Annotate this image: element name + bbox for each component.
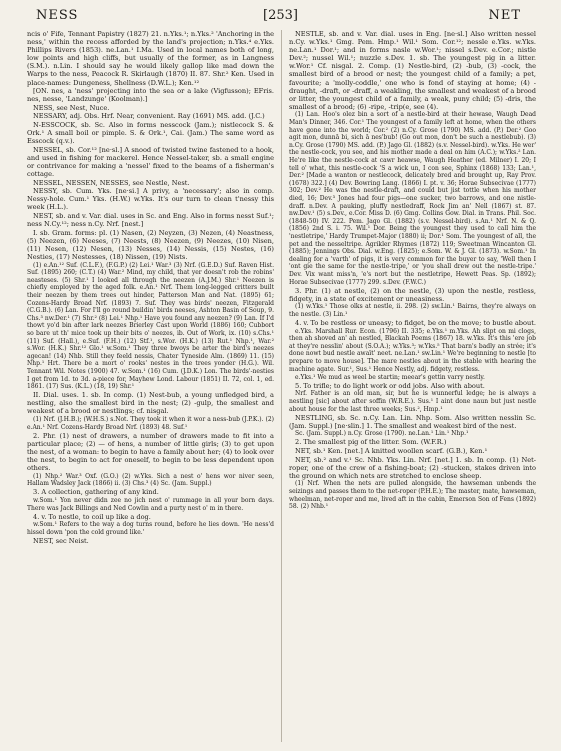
entry-paragraph: NET, sb.² and v.¹ Sc. Nhb. Yks. Lin. Nrf. [net.] 1. sb. In comp. (1) Net-roper, one of the crew of a fishing-boat; (2) -stucken, stakes driven into the ground on which nets are stretched to enclose sheep. (289, 455, 536, 480)
citation-paragraph: e.Yks. Marshall Rur. Econ. (1796) II. 335; e.Yks.¹ m.Yks. Ah slipt on mi clogs, then ah shoved an' ah nestled, Blackah Poems (1867) 18. w.Yks. It's this 'ere job at they're nesslin' about (S.O.A.); w.Yks.³; w.Yks.⁵ That barn's badly an strée; it's done nowt bud nestle awaït' neet. ne.Lan.¹ sw.Lin.¹ We're beginning to nestle [to prepare to move house]. The mare nestles about in the stable with hearing the machine agate. Sur.¹, Sus.¹ Hence Nestly, adj. fidgety, restless. (289, 327, 536, 373)
page-header (0, 8, 561, 26)
running-head-left: NESS (36, 8, 79, 23)
citation-paragraph: (1) w.Yks.¹ Those olks at nestle, ii. 298. (2) sw.Lin.¹ Bairns, they're always on the nestle. (3) Lin.¹ (289, 303, 536, 318)
citation-paragraph: e.Yks.¹ We mud as weel be startin; meear's gettin varry nestly. (295, 373, 485, 381)
right-column (289, 30, 536, 745)
citation-paragraph: Nrf. Father is an old man, sir, but he is wunnerful ledge; he is always a nestling [sic] about after soffin (W.R.E.). Sus.¹ I aint done naun but just nestle about house for the last three weeks; Sus.², Hmp.¹ (289, 390, 536, 413)
entry-paragraph: NESSEL, sb. Cor.¹² [ne·sl.] A snood of twisted twine fastened to a hook, and used in fishing for mackerel. Hence Nessel-taker, sb. a small engine or contrivance for making a 'nessel' fixed to the beams of a fisherman's cottage. (27, 145, 274, 179)
citation-paragraph: (1) e.An.¹² Suf. (C.L.F.), (F.G.P.) (2) Lei.¹ War.³ (3) Nrf. (G.E.D.) Suf. Raven Hist. Suf. (1895) 260; (C.T.) (4) War.² Mind, my child, that yer doesn't rob the robins' neasteses. (5) Shr.¹ I looked all through the neezen (A.J.M.) Shr.¹ Neezen is chiefly employed by the aged folk. e.An.¹ Nrf. Them long-legged critters built their neezen by them trees out hinder, Patterson Man and Nat. (1895) 61; Cozens-Hardy Broad Nrf. (1893) 7. Suf. They was birds' neezen, Fitzgerald (C.G.B.). (6) Lan. For I'll go round buildin' birds neeses, Ashton Basin of Soup, 9. Chs.³ nw.Der.¹ (7) Shr.² (8) Lei.¹ Nhp.¹ Have you found any neezen? (9) Lan. If I'd thowt yo'd bin after lark neezes Brierley Cast upon World (1886) 160; Cubbort so bare ut th' mice took up their bits o' neezes, ib. Out of Work, ix. (10) s.Chs.¹ (11) Suf. (Hall.), e.Suf. (F.H.) (12) Stf.¹, s.Wor. (H.K.) (13) Rut.¹ Nhp.¹, War.² s.Wor. (H.K.) Shr.¹² Glo.¹ w.Som.¹ They three bwoys be arter the bird's neezes agecan! (14) Nhb. Still they feeld nessis, Chater Tyneside Alm. (1869) 11. (15) Nhp.¹ Hrt. There be a mort o' rooks' nestes in the trees yonder (H.G.). Wil. Tennant Wil. Notes (1900) 47. w.Som.¹ (16) Cum. (J.D.K.) Lon. The birds'-nesties I get from 1d. to 3d. a-piece for, Mayhew Lond. Labour (1851) II. 72, col. 1, ed. 1861. (17) Sus. (K.L.) (18, 19) Shr.¹ (27, 261, 274, 391)
entry-paragraph: NESSY, sb. Cum. Yks. [ne·si.] A privy, a 'necessary'; also in comp. Nessy-hole. Cum.¹ Yks. (H.W.) w.Yks. It's our turn to clean t'nessy this week (H.L.). (27, 187, 274, 212)
citation-paragraph: (1) Nrf. (J.H.B.); (W.H.S.) s.Not. They took it when it wor a ness-bub (J.P.K.). (2) e.An.¹ Nrf. Cozens-Hardy Broad Nrf. (1893) 48. Suf.¹ (27, 416, 274, 431)
citation-paragraph: (1) Lan. Hoo's olez bin a sort of a nestle-bird at their hewase, Waugh Dead Man's Dinner, 346. Cor.¹ The youngest of a family left at home, when the others have gone into the world; Cor.² (2) n.Cy. Grose (1790) MS. add. (P.) Der.² Goo agit mon, dunnā bi, sich ā nes'bub! (Go out mon, don't be such a nestlebub). (3) n.Cy. Grose (1790) MS. add. (P.) Jago Gl. (1882) (s.v. Nessel-bird). w.Yks. He wer' the nestle-cock, you see, and his mother made a deal on him (A.C.); w.Yks.² Lan. He're like the nestle-cock at cawr heawse, Waugh Heather (ed. Milner) I. 20; I tell o' what, this nestle-cock 'S a wick un, I con see, Sphinx (1868) 133; Lan.¹, Der.² [Made a wanton or nestlecock, delicately bred and brought up, Ray Prov. (1678) 322.] (4) Dev. Bowring Lang. (1866) I. pt. v. 36; Horae Subsecivae (1777) 302; Dev.² He was the nestle-draft, and could but jist tottle when his mother died, 16; Dev.³ Jones had four pigs—one sucker, two barrows, and one nistle-draff. n.Dev. A pauking, pluffy nestledraff, Rock Jim an' Nell (1867) st. 87. nw.Dev.¹ (5) s.Dev., e.Cor. Miss D. (6) Gmg. Collins Gow. Dial. in Trans. Phil. Soc. (1848-50) IV. 222. Pem. Jago Gl. (1882) (s.v. Nessel-bird). s.An.¹ Nrf. N. & Q. (1856) 2nd S. i. 75. Wil.¹ Dor. Being the youngest they used to call him the 'nestletripe,' Hardy Trumpet-Major (1880) ii; Dor.¹ Som. The youngest of all, the pet and the nesseltripe. Agrikler Rhymes (1872) 119; Sweetman Wincanton Gl. (1885); Jennings Obs. Dial. w.Eng. (1825); e.Som. W. & J. Gl. (1873). w.Som.¹ In dealing for a 'varth' of pigs, it is very common for the buyer to say, 'Well then I 'ont gie the same for the nestle-tripe,' or 'you shall drew out the nestle-tripe.' Dev. Vix want miss'n, 'e's nort but the nestletripe, Hewett Peas. Sp. (1892); Horae Subsecivae (1777) 299. s.Dev. (F.W.C.) (289, 111, 536, 286)
entry-paragraph: 4. v. To nestle, to coil up like a dog. (33, 512, 151, 521)
entry-paragraph: NET, sb.¹ Ken. [net.] A knitted woollen scarf. (G.B.), Ken.¹ (295, 446, 488, 455)
entry-paragraph: 4. v. To be restless or uneasy; to fidget, be on the move; to bustle about. (295, 318, 536, 327)
entry-paragraph: 2. Phr. (1) nest of drawers, a number of drawers made to fit into a particular place; (2) — of hens, a number of little girls; (3) to get upon the nest, of a woman: to begin to have a family about her; (4) to look over the nest, to begin to act for oneself, to begin to be less dependent upon others. (27, 431, 274, 473)
citation-paragraph: (1) Nrf. When the nets are pulled alongside, the hawseman unbends the seizings and passes them to the net-roper (P.H.E.); The master, mate, hawseman, wheelman, net-roper and me, lived aft in the cabin, Emerson Son of Fens (1892) 58. (2) Nhb.¹ (289, 480, 536, 511)
entry-paragraph: ncis o' Fife, Tennant Papistry (1827) 21. n.Yks.¹; n.Yks.² 'Anchoring in the ness,' within the recess afforded by the land's projection; n.Yks.⁴ e.Yks. Phillips Rivers (1853). ne.Lan.¹ I.Ma. Used in local names both of long, low points and high cliffs, but usually of the former, as in Langness (S.M.). n.Lin. I should say he would likely gallop like mad down the Warps to the ness, Peacock R. Skirlaugh (1870) II. 87. Shr.² Ken. Used in place-names: Dungeness, Shellness (D.W.L.); Ken.¹² (27, 30, 274, 87)
running-head-right: NET (488, 8, 521, 23)
citation-paragraph: w.Som.¹ Yon never didn zee no jich nest o' rummage in all your born days. There was Jack Billings and Ned Cowlin and a purty nest o' m in there. (27, 496, 274, 512)
entry-paragraph: 5. To trifle; to do light work or odd jobs. Also with about. (295, 381, 485, 390)
citation-paragraph: w.Som.¹ Refers to the way a dog turns round, before he lies down. 'He ness'd hissel down 'pon the cold ground like.' (27, 521, 274, 536)
entry-paragraph: I. sb. Gram. forms: pl. (1) Nasen, (2) Neyzen, (3) Nezen, (4) Neastness, (5) Neezen, (6) Neeses, (7) Neests, (8) Neezen, (9) Neezes, (10) Nisen, (11) Nesen, (12) Nesen, (13) Nesses, (14) Nessis, (15) Nestes, (16) Nesties, (17) Nestesses, (18) Nissen, (19) Nists. (27, 228, 274, 262)
entry-paragraph: NEST, sec Neist. (33, 536, 89, 545)
entry-paragraph: 3. Phr. (1) at nestle, (2) on the nestle, (3) upon the nestle, restless, fidgety, in a state of excitement or uneasiness. (289, 286, 536, 303)
entry-paragraph: 2. The smallest pig of the litter. Som. (W.F.R.) (295, 438, 447, 447)
entry-paragraph: NEST, sb. and v. Var. dial. uses in Sc. and Eng. Also in forms nesst Suf.¹; ness N.Cy.¹²; ness n.Cy. Nrf. [nest.] (27, 212, 274, 229)
citation-paragraph: Sc. (Jam. Suppl.) n.Cy. Grose (1790). ne.Lan.¹ Lin.¹ Nhp.¹ (295, 430, 469, 438)
entry-paragraph: 3. A collection, gathering of any kind. (33, 488, 159, 497)
entry-paragraph: [ON. nes, a 'ness' projecting into the sea or a lake (Vigfusson); EFris. nes, nesse, 'Landzunge' (Koolman).] (27, 87, 274, 104)
entry-paragraph: NESS, see Nest, Nuce. (33, 103, 110, 112)
page-number: [253] (263, 8, 298, 23)
citation-paragraph: (1) Nhp.² War.³ Oxf. (G.O.) (2) w.Yks. Sich a nest o' hens wor niver seen, Hallam Wadsley Jack (1866) ii. (3) Chs.³ (4) Sc. (Jam. Suppl.) (27, 472, 274, 488)
entry-paragraph: NESTLING, sb. Sc. n.Cy. Lan. Lin. Nhp. Som. Also written nesslin Sc. (Jam. Suppl.) [ne·slin.] 1. The smallest and weakest bird of the nest. (289, 413, 536, 430)
entry-paragraph: N-ESSCOCK, sb. Sc. Also in forms nesscock (Jam.); nistlecock S. & Ork.¹ A small boil or pimple. S. & Ork.¹, Cai. (Jam.) The same word as Esscock (q.v.). (27, 121, 274, 146)
column-divider (281, 30, 282, 742)
entry-paragraph: NESTLE, sb. and v. Var. dial. uses in Eng. [ne·sl.] Also written nessel n.Cy. w.Yks.¹ Gmg. Pem. Hmp.¹ Wil.¹ Som. Cor.¹²; nessle e.Yks. w.Yks. ne.Lan.¹ Dor.¹; and in forms nasle w.Wor.¹; nissel s.Dev. e.Cor.; nistle Dev.²; nussel Wil.¹; nuzzle s.Dev. 1. sb. The youngest pig in a litter. w.Wor.¹ Cf. nisgal. 2. Comp. (1) Nestle-bird, (2) -bub, (3) -cock, the smallest bird of a brood or nest; the youngest child of a family; a pet, favourite; a 'molly-coddle,' one who is fond of staying at home; (4) -draught, -draft, or -draff, a weakling, the smallest and weakest of a brood or litter, the youngest child of a family, a weak, puny child; (5) -dris, the smallest of a brood; (6) -ripe, -trip(e, see (4). (289, 30, 536, 111)
entry-paragraph: II. Dial. uses. 1. sb. In comp. (1) Nest-bub, a young unfledged bird, a nestling, also the smallest bird in the nest; (2) -gulp, the smallest and weakest of a brood or nestlings; cf. nisgal. (27, 391, 274, 416)
entry-paragraph: NESSEL, NESSEN, NESSES, see Nestle, Nest. (33, 178, 190, 187)
left-column (27, 30, 274, 745)
entry-paragraph: NESSARY, adj. Obs. Hrf. Near, convenient. Ray (1691) MS. add. (J.C.) (33, 112, 265, 121)
